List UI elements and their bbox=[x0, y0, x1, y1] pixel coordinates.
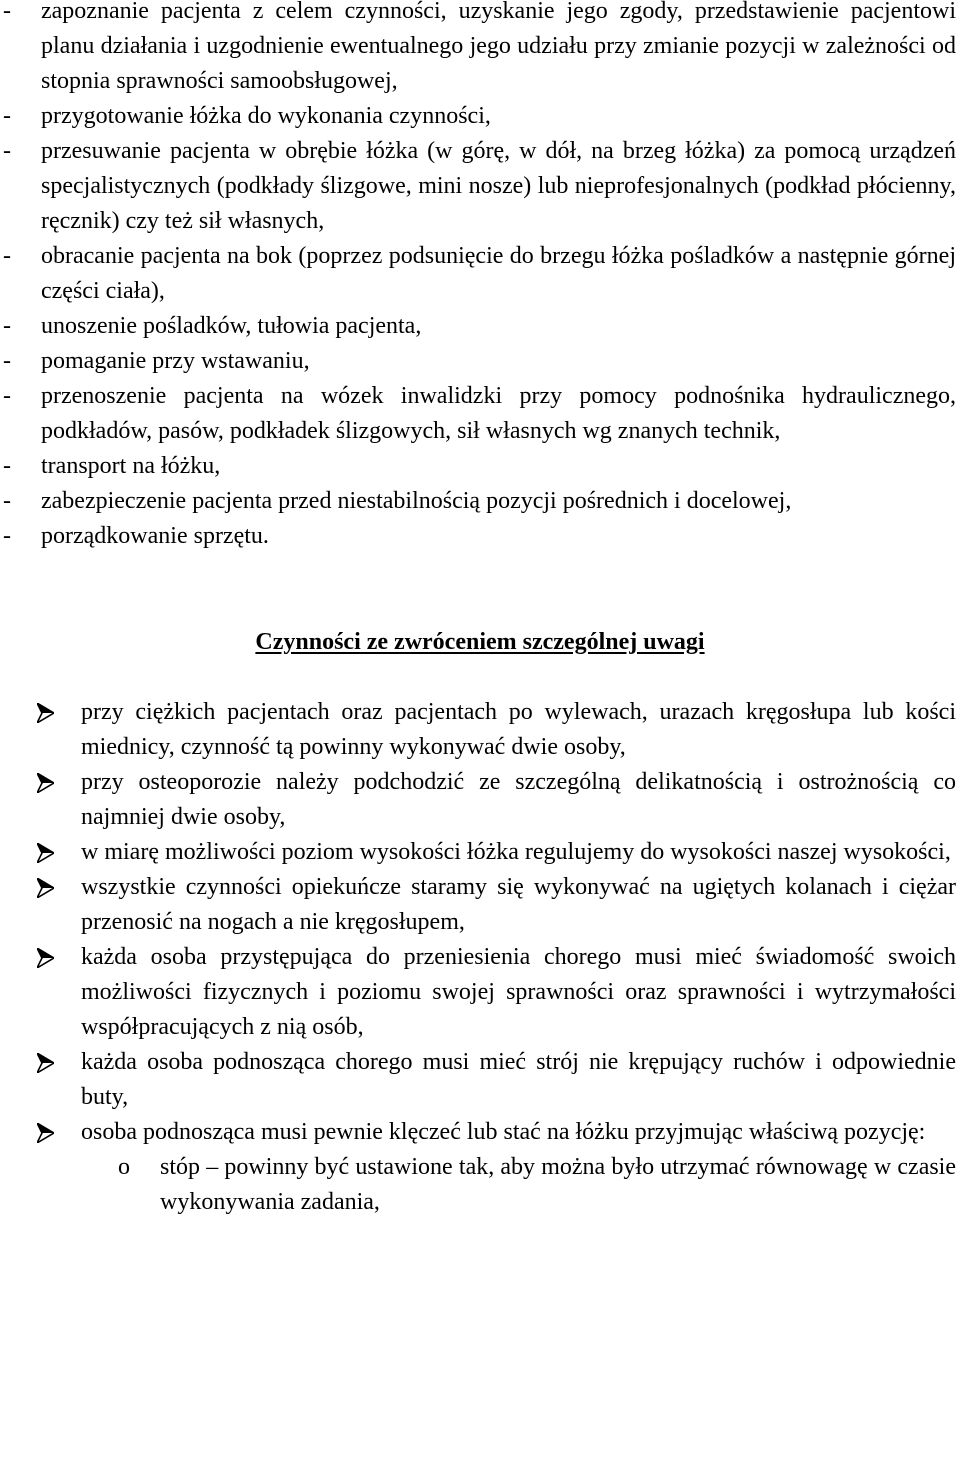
list-item-text: stóp – powinny być ustawione tak, aby można było utrzymać równowagę w czasie wykonywania zadania, bbox=[160, 1154, 956, 1215]
list-item-text: każda osoba podnosząca chorego musi mieć strój nie krępujący ruchów i odpowiednie buty, bbox=[81, 1049, 956, 1110]
list-item bbox=[0, 1150, 960, 1220]
list-item-text: zapoznanie pacjenta z celem czynności, uzyskanie jego zgody, przedstawienie pacjentowi planu działania i uzgodnienie ewentualnego jego udziału przy zmianie pozycji w zależności od stopnia sprawności samoobsługowej, bbox=[41, 0, 956, 94]
dash-bullet: - bbox=[3, 103, 11, 129]
list-item bbox=[0, 309, 960, 344]
list-item-text: przenoszenie pacjenta na wózek inwalidzki przy pomocy podnośnika hydraulicznego, podkładów, pasów, podkładek ślizgowych, sił własnych wg znanych technik, bbox=[41, 383, 956, 444]
dash-bullet: - bbox=[3, 243, 11, 269]
list-item-text: przesuwanie pacjenta w obrębie łóżka (w górę, w dół, na brzeg łóżka) za pomocą urządzeń specjalistycznych (podkłady ślizgowe, mini nosze) lub nieprofesjonalnych (podkład płócienny, ręcznik) czy też sił własnych, bbox=[41, 138, 956, 234]
list-item bbox=[0, 1115, 960, 1150]
list-item-text: unoszenie pośladków, tułowia pacjenta, bbox=[41, 313, 422, 339]
arrow-list bbox=[0, 695, 960, 1150]
list-item bbox=[0, 239, 960, 309]
list-item bbox=[0, 379, 960, 449]
dash-bullet: - bbox=[3, 348, 11, 374]
list-item-text: pomaganie przy wstawaniu, bbox=[41, 348, 310, 374]
list-item bbox=[0, 449, 960, 484]
list-item bbox=[0, 835, 960, 870]
list-item bbox=[0, 519, 960, 554]
list-item bbox=[0, 1045, 960, 1115]
list-item-text: transport na łóżku, bbox=[41, 453, 221, 479]
list-item-text: obracanie pacjenta na bok (poprzez podsunięcie do brzegu łóżka pośladków a następnie górnej części ciała), bbox=[41, 243, 956, 304]
list-item-text: zabezpieczenie pacjenta przed niestabilnością pozycji pośrednich i docelowej, bbox=[41, 488, 792, 514]
dash-list bbox=[0, 0, 960, 554]
list-item-text: porządkowanie sprzętu. bbox=[41, 523, 269, 549]
dash-bullet: - bbox=[3, 488, 11, 514]
list-item-text: wszystkie czynności opiekuńcze staramy się wykonywać na ugiętych kolanach i ciężar przenosić na nogach a nie kręgosłupem, bbox=[81, 874, 956, 935]
list-item bbox=[0, 484, 960, 519]
list-item bbox=[0, 695, 960, 765]
dash-bullet: - bbox=[3, 453, 11, 479]
list-item-text: przy ciężkich pacjentach oraz pacjentach po wylewach, urazach kręgosłupa lub kości miednicy, czynność tą powinny wykonywać dwie osoby, bbox=[81, 699, 956, 760]
list-item bbox=[0, 870, 960, 940]
arrowhead-bullet-icon bbox=[0, 695, 81, 730]
arrowhead-bullet-icon bbox=[0, 835, 81, 870]
list-item bbox=[0, 765, 960, 835]
arrowhead-bullet-icon bbox=[0, 1115, 81, 1150]
arrowhead-bullet-icon bbox=[0, 870, 81, 905]
dash-bullet: - bbox=[3, 523, 11, 549]
list-item-text: przygotowanie łóżka do wykonania czynności, bbox=[41, 103, 491, 129]
dash-bullet: - bbox=[3, 313, 11, 339]
arrowhead-bullet-icon bbox=[0, 1045, 81, 1080]
list-item bbox=[0, 0, 960, 99]
list-item bbox=[0, 99, 960, 134]
list-item-text: osoba podnosząca musi pewnie klęczeć lub stać na łóżku przyjmując właściwą pozycję: bbox=[81, 1119, 926, 1145]
list-item-text: w miarę możliwości poziom wysokości łóżka regulujemy do wysokości naszej wysokości, bbox=[81, 839, 951, 865]
dash-bullet: - bbox=[3, 0, 11, 24]
list-item bbox=[0, 344, 960, 379]
circle-bullet: o bbox=[118, 1154, 130, 1180]
dash-bullet: - bbox=[3, 138, 11, 164]
dash-bullet: - bbox=[3, 383, 11, 409]
list-item bbox=[0, 134, 960, 239]
list-item bbox=[0, 940, 960, 1045]
circle-list bbox=[0, 1150, 960, 1220]
section-heading: Czynności ze zwróceniem szczególnej uwagi bbox=[255, 629, 705, 655]
list-item-text: przy osteoporozie należy podchodzić ze szczególną delikatnością i ostrożnością co najmniej dwie osoby, bbox=[81, 769, 956, 830]
list-item-text: każda osoba przystępująca do przeniesienia chorego musi mieć świadomość swoich możliwości fizycznych i poziomu swojej sprawności oraz sprawności i wytrzymałości współpracujących z nią osób, bbox=[81, 944, 956, 1040]
arrowhead-bullet-icon bbox=[0, 940, 81, 975]
arrowhead-bullet-icon bbox=[0, 765, 81, 800]
